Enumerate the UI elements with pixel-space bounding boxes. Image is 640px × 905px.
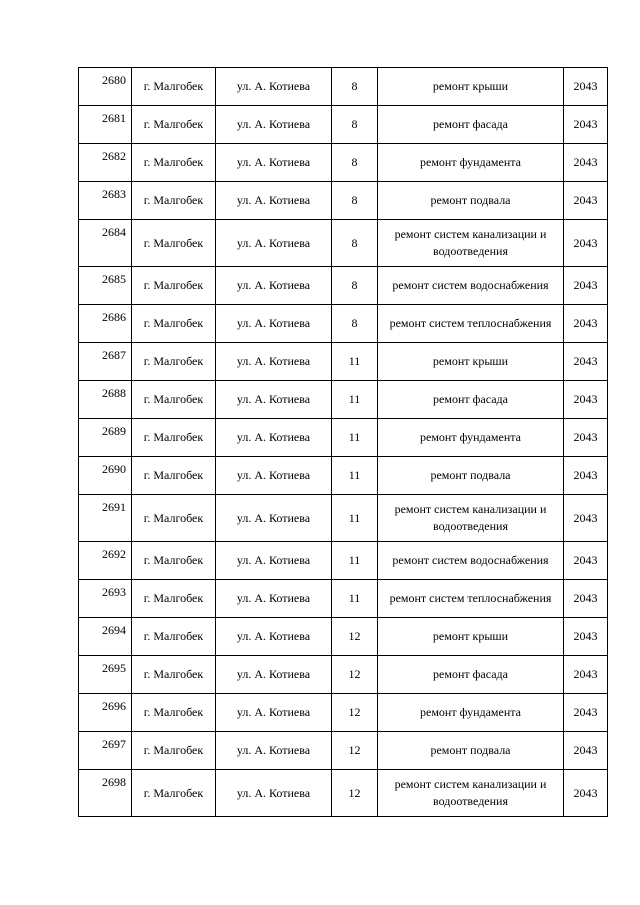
work-type-cell: ремонт систем канализации и водоотведения bbox=[378, 220, 564, 267]
year-cell: 2043 bbox=[564, 457, 608, 495]
row-number-cell: 2692 bbox=[79, 542, 132, 580]
street-cell: ул. А. Котиева bbox=[216, 220, 332, 267]
table-row bbox=[79, 419, 608, 457]
street-cell: ул. А. Котиева bbox=[216, 656, 332, 694]
year-cell: 2043 bbox=[564, 732, 608, 770]
row-number-cell: 2685 bbox=[79, 267, 132, 305]
house-number-cell: 12 bbox=[332, 618, 378, 656]
year-cell: 2043 bbox=[564, 419, 608, 457]
city-cell: г. Малгобек bbox=[132, 144, 216, 182]
work-type-cell: ремонт крыши bbox=[378, 343, 564, 381]
row-number-cell: 2688 bbox=[79, 381, 132, 419]
year-cell: 2043 bbox=[564, 305, 608, 343]
work-type-cell: ремонт подвала bbox=[378, 732, 564, 770]
year-cell: 2043 bbox=[564, 144, 608, 182]
house-number-cell: 11 bbox=[332, 457, 378, 495]
row-number-cell: 2696 bbox=[79, 694, 132, 732]
house-number-cell: 11 bbox=[332, 343, 378, 381]
house-number-cell: 8 bbox=[332, 220, 378, 267]
street-cell: ул. А. Котиева bbox=[216, 580, 332, 618]
row-number-cell: 2693 bbox=[79, 580, 132, 618]
city-cell: г. Малгобек bbox=[132, 267, 216, 305]
work-type-cell: ремонт фасада bbox=[378, 381, 564, 419]
city-cell: г. Малгобек bbox=[132, 618, 216, 656]
city-cell: г. Малгобек bbox=[132, 182, 216, 220]
table-row bbox=[79, 656, 608, 694]
table-body bbox=[79, 68, 608, 817]
city-cell: г. Малгобек bbox=[132, 220, 216, 267]
house-number-cell: 11 bbox=[332, 419, 378, 457]
table-row bbox=[79, 457, 608, 495]
house-number-cell: 8 bbox=[332, 106, 378, 144]
house-number-cell: 8 bbox=[332, 267, 378, 305]
city-cell: г. Малгобек bbox=[132, 305, 216, 343]
table-row bbox=[79, 267, 608, 305]
work-type-cell: ремонт фундамента bbox=[378, 144, 564, 182]
city-cell: г. Малгобек bbox=[132, 343, 216, 381]
street-cell: ул. А. Котиева bbox=[216, 542, 332, 580]
table-row bbox=[79, 182, 608, 220]
row-number-cell: 2682 bbox=[79, 144, 132, 182]
house-number-cell: 12 bbox=[332, 732, 378, 770]
work-type-cell: ремонт систем канализации и водоотведения bbox=[378, 495, 564, 542]
street-cell: ул. А. Котиева bbox=[216, 770, 332, 817]
city-cell: г. Малгобек bbox=[132, 106, 216, 144]
street-cell: ул. А. Котиева bbox=[216, 182, 332, 220]
row-number-cell: 2684 bbox=[79, 220, 132, 267]
street-cell: ул. А. Котиева bbox=[216, 419, 332, 457]
house-number-cell: 12 bbox=[332, 694, 378, 732]
row-number-cell: 2686 bbox=[79, 305, 132, 343]
year-cell: 2043 bbox=[564, 694, 608, 732]
table-row bbox=[79, 495, 608, 542]
street-cell: ул. А. Котиева bbox=[216, 618, 332, 656]
work-type-cell: ремонт систем теплоснабжения bbox=[378, 305, 564, 343]
street-cell: ул. А. Котиева bbox=[216, 305, 332, 343]
street-cell: ул. А. Котиева bbox=[216, 267, 332, 305]
street-cell: ул. А. Котиева bbox=[216, 457, 332, 495]
house-number-cell: 8 bbox=[332, 144, 378, 182]
table-row bbox=[79, 68, 608, 106]
row-number-cell: 2687 bbox=[79, 343, 132, 381]
table-row bbox=[79, 144, 608, 182]
table-row bbox=[79, 343, 608, 381]
row-number-cell: 2681 bbox=[79, 106, 132, 144]
year-cell: 2043 bbox=[564, 220, 608, 267]
house-number-cell: 11 bbox=[332, 542, 378, 580]
year-cell: 2043 bbox=[564, 381, 608, 419]
table-row bbox=[79, 220, 608, 267]
year-cell: 2043 bbox=[564, 343, 608, 381]
year-cell: 2043 bbox=[564, 656, 608, 694]
street-cell: ул. А. Котиева bbox=[216, 68, 332, 106]
row-number-cell: 2694 bbox=[79, 618, 132, 656]
table-row bbox=[79, 694, 608, 732]
work-type-cell: ремонт систем водоснабжения bbox=[378, 542, 564, 580]
work-type-cell: ремонт фасада bbox=[378, 106, 564, 144]
table-row bbox=[79, 618, 608, 656]
work-type-cell: ремонт систем водоснабжения bbox=[378, 267, 564, 305]
city-cell: г. Малгобек bbox=[132, 68, 216, 106]
house-number-cell: 8 bbox=[332, 68, 378, 106]
house-number-cell: 11 bbox=[332, 381, 378, 419]
work-type-cell: ремонт крыши bbox=[378, 618, 564, 656]
city-cell: г. Малгобек bbox=[132, 656, 216, 694]
street-cell: ул. А. Котиева bbox=[216, 144, 332, 182]
street-cell: ул. А. Котиева bbox=[216, 343, 332, 381]
city-cell: г. Малгобек bbox=[132, 770, 216, 817]
street-cell: ул. А. Котиева bbox=[216, 495, 332, 542]
row-number-cell: 2689 bbox=[79, 419, 132, 457]
work-type-cell: ремонт фундамента bbox=[378, 419, 564, 457]
table-row bbox=[79, 381, 608, 419]
year-cell: 2043 bbox=[564, 106, 608, 144]
row-number-cell: 2697 bbox=[79, 732, 132, 770]
row-number-cell: 2683 bbox=[79, 182, 132, 220]
table-row bbox=[79, 770, 608, 817]
city-cell: г. Малгобек bbox=[132, 457, 216, 495]
city-cell: г. Малгобек bbox=[132, 542, 216, 580]
row-number-cell: 2695 bbox=[79, 656, 132, 694]
year-cell: 2043 bbox=[564, 182, 608, 220]
house-number-cell: 11 bbox=[332, 495, 378, 542]
year-cell: 2043 bbox=[564, 770, 608, 817]
year-cell: 2043 bbox=[564, 618, 608, 656]
year-cell: 2043 bbox=[564, 542, 608, 580]
street-cell: ул. А. Котиева bbox=[216, 381, 332, 419]
row-number-cell: 2698 bbox=[79, 770, 132, 817]
house-number-cell: 12 bbox=[332, 770, 378, 817]
table-row bbox=[79, 732, 608, 770]
work-type-cell: ремонт фасада bbox=[378, 656, 564, 694]
city-cell: г. Малгобек bbox=[132, 732, 216, 770]
work-type-cell: ремонт крыши bbox=[378, 68, 564, 106]
year-cell: 2043 bbox=[564, 580, 608, 618]
year-cell: 2043 bbox=[564, 267, 608, 305]
city-cell: г. Малгобек bbox=[132, 495, 216, 542]
city-cell: г. Малгобек bbox=[132, 694, 216, 732]
row-number-cell: 2680 bbox=[79, 68, 132, 106]
work-type-cell: ремонт подвала bbox=[378, 182, 564, 220]
street-cell: ул. А. Котиева bbox=[216, 694, 332, 732]
work-type-cell: ремонт фундамента bbox=[378, 694, 564, 732]
city-cell: г. Малгобек bbox=[132, 419, 216, 457]
work-type-cell: ремонт систем канализации и водоотведения bbox=[378, 770, 564, 817]
house-number-cell: 11 bbox=[332, 580, 378, 618]
street-cell: ул. А. Котиева bbox=[216, 732, 332, 770]
city-cell: г. Малгобек bbox=[132, 580, 216, 618]
city-cell: г. Малгобек bbox=[132, 381, 216, 419]
row-number-cell: 2690 bbox=[79, 457, 132, 495]
year-cell: 2043 bbox=[564, 68, 608, 106]
table-row bbox=[79, 305, 608, 343]
house-number-cell: 8 bbox=[332, 305, 378, 343]
street-cell: ул. А. Котиева bbox=[216, 106, 332, 144]
table-row bbox=[79, 106, 608, 144]
year-cell: 2043 bbox=[564, 495, 608, 542]
repair-plan-table bbox=[78, 67, 608, 817]
house-number-cell: 12 bbox=[332, 656, 378, 694]
table-row bbox=[79, 542, 608, 580]
house-number-cell: 8 bbox=[332, 182, 378, 220]
table-row bbox=[79, 580, 608, 618]
work-type-cell: ремонт систем теплоснабжения bbox=[378, 580, 564, 618]
row-number-cell: 2691 bbox=[79, 495, 132, 542]
work-type-cell: ремонт подвала bbox=[378, 457, 564, 495]
